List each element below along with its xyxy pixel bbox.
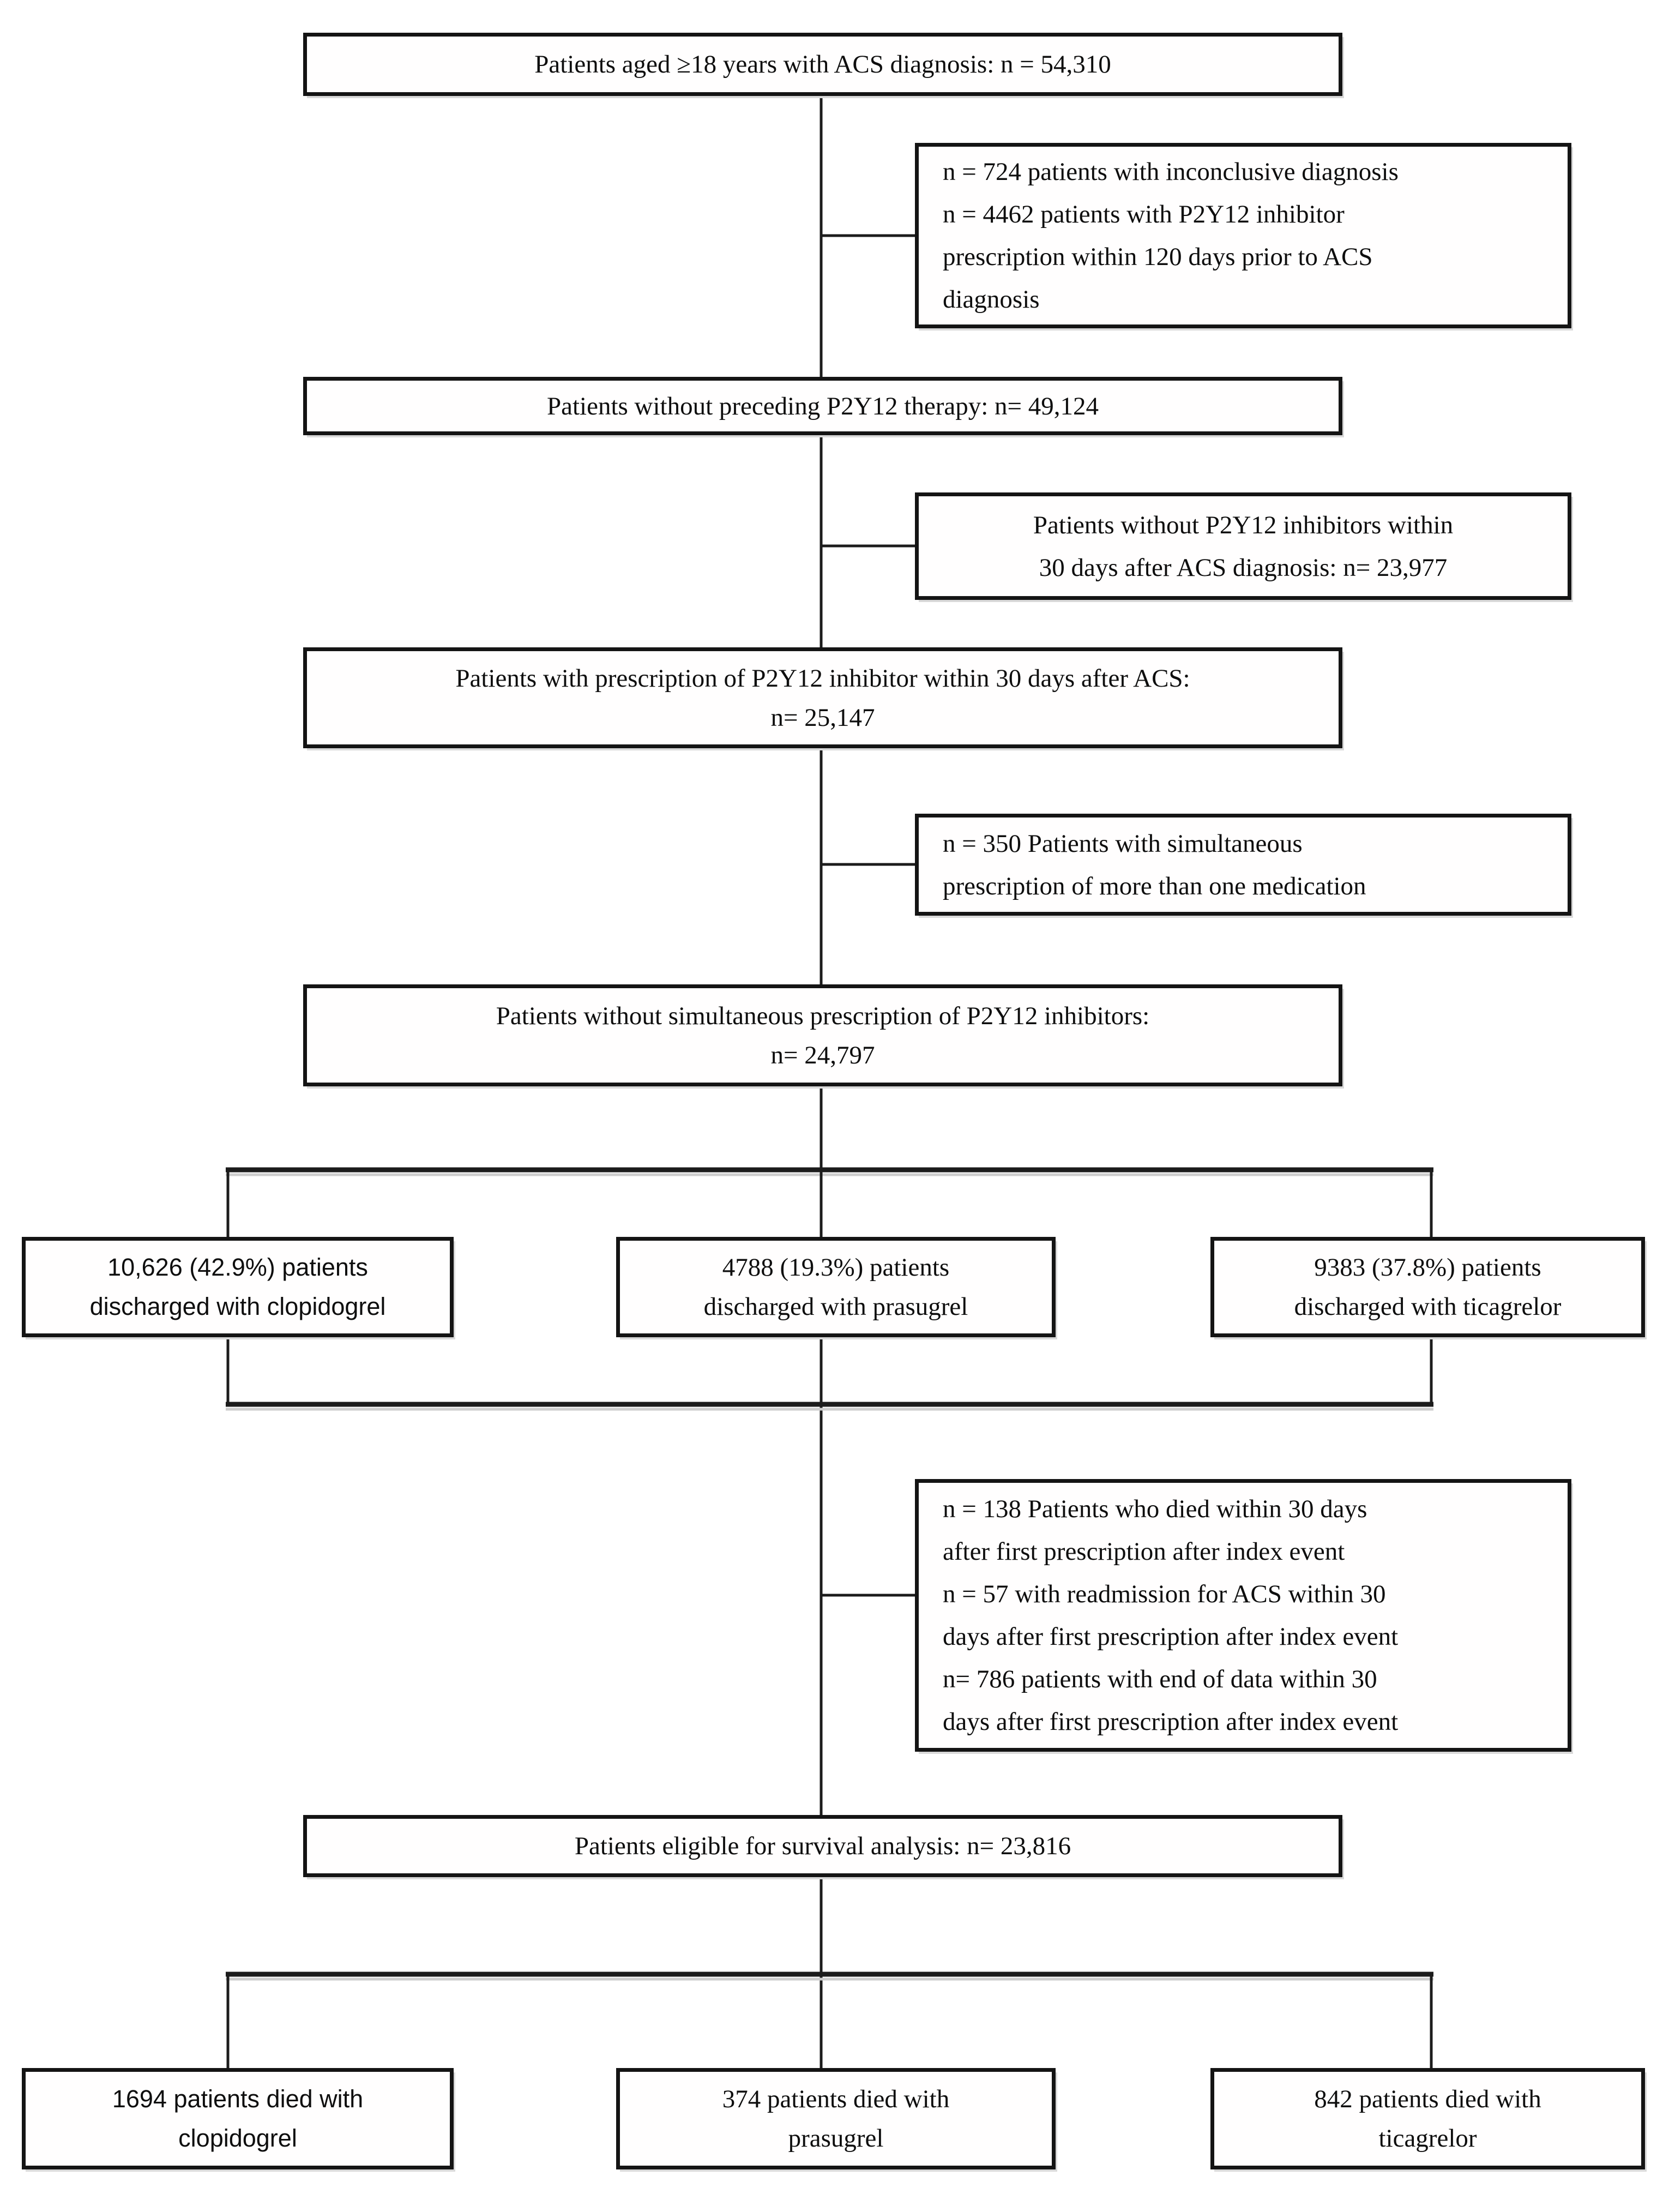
box-discharged-ticagrelor xyxy=(1210,1237,1645,1337)
box-text: days after first prescription after index event xyxy=(943,1708,1399,1736)
box-text: Patients aged ≥18 years with ACS diagnosis: n = 54,310 xyxy=(534,50,1111,79)
box-discharged-clopidogrel xyxy=(22,1237,454,1337)
box-excluded-30-day-events xyxy=(915,1479,1571,1752)
box-discharged-prasugrel xyxy=(616,1237,1056,1337)
box-text: prasugrel xyxy=(788,2124,884,2153)
box-text: ticagrelor xyxy=(1378,2124,1477,2153)
box-text: prescription of more than one medication xyxy=(943,871,1366,900)
box-text: 30 days after ACS diagnosis: n= 23,977 xyxy=(1039,553,1448,582)
box-died-clopidogrel xyxy=(22,2068,454,2169)
box-text: 4788 (19.3%) patients xyxy=(722,1253,950,1282)
box-text: n= 786 patients with end of data within 30 xyxy=(943,1665,1377,1693)
box-excluded-inconclusive-or-prior-p2y12 xyxy=(915,143,1571,328)
box-text: Patients without preceding P2Y12 therapy: n= 49,124 xyxy=(546,392,1099,420)
box-text: n = 350 Patients with simultaneous xyxy=(943,829,1303,858)
box-text: n = 724 patients with inconclusive diagnosis xyxy=(943,158,1399,186)
box-text: n = 57 with readmission for ACS within 30 xyxy=(943,1580,1386,1608)
box-text: prescription within 120 days prior to ACS xyxy=(943,243,1373,271)
box-eligible-survival-analysis xyxy=(303,1815,1342,1877)
box-text: 1694 patients died with xyxy=(112,2085,364,2113)
box-text: 374 patients died with xyxy=(722,2085,950,2113)
box-text: days after first prescription after index event xyxy=(943,1622,1399,1651)
box-text: n = 4462 patients with P2Y12 inhibitor xyxy=(943,200,1345,229)
box-died-prasugrel xyxy=(616,2068,1056,2169)
box-acs-population xyxy=(303,33,1342,96)
box-text: diagnosis xyxy=(943,285,1040,314)
box-text: Patients eligible for survival analysis: n= 23,816 xyxy=(574,1832,1071,1860)
box-text: 842 patients died with xyxy=(1314,2085,1541,2113)
box-text: Patients without P2Y12 inhibitors within xyxy=(1033,510,1454,539)
box-text: 9383 (37.8%) patients xyxy=(1314,1253,1541,1282)
box-excluded-no-p2y12-within-30-days xyxy=(915,492,1571,600)
box-prescription-within-30-days xyxy=(303,647,1342,748)
box-text: clopidogrel xyxy=(178,2124,297,2152)
box-without-simultaneous-prescription xyxy=(303,984,1342,1086)
box-text: n= 24,797 xyxy=(770,1041,875,1069)
box-text: after first prescription after index event xyxy=(943,1537,1345,1566)
box-text: Patients without simultaneous prescription of P2Y12 inhibitors: xyxy=(496,1001,1150,1030)
box-excluded-simultaneous-prescription xyxy=(915,814,1571,916)
box-text: discharged with clopidogrel xyxy=(89,1293,386,1320)
box-no-preceding-p2y12-therapy xyxy=(303,377,1342,435)
box-text: Patients with prescription of P2Y12 inhibitor within 30 days after ACS: xyxy=(455,664,1190,693)
box-text: discharged with ticagrelor xyxy=(1294,1293,1562,1321)
box-text: n = 138 Patients who died within 30 days xyxy=(943,1495,1367,1523)
box-text: discharged with prasugrel xyxy=(703,1293,968,1321)
box-text: 10,626 (42.9%) patients xyxy=(107,1253,368,1281)
box-died-ticagrelor xyxy=(1210,2068,1645,2169)
box-text: n= 25,147 xyxy=(770,703,875,732)
